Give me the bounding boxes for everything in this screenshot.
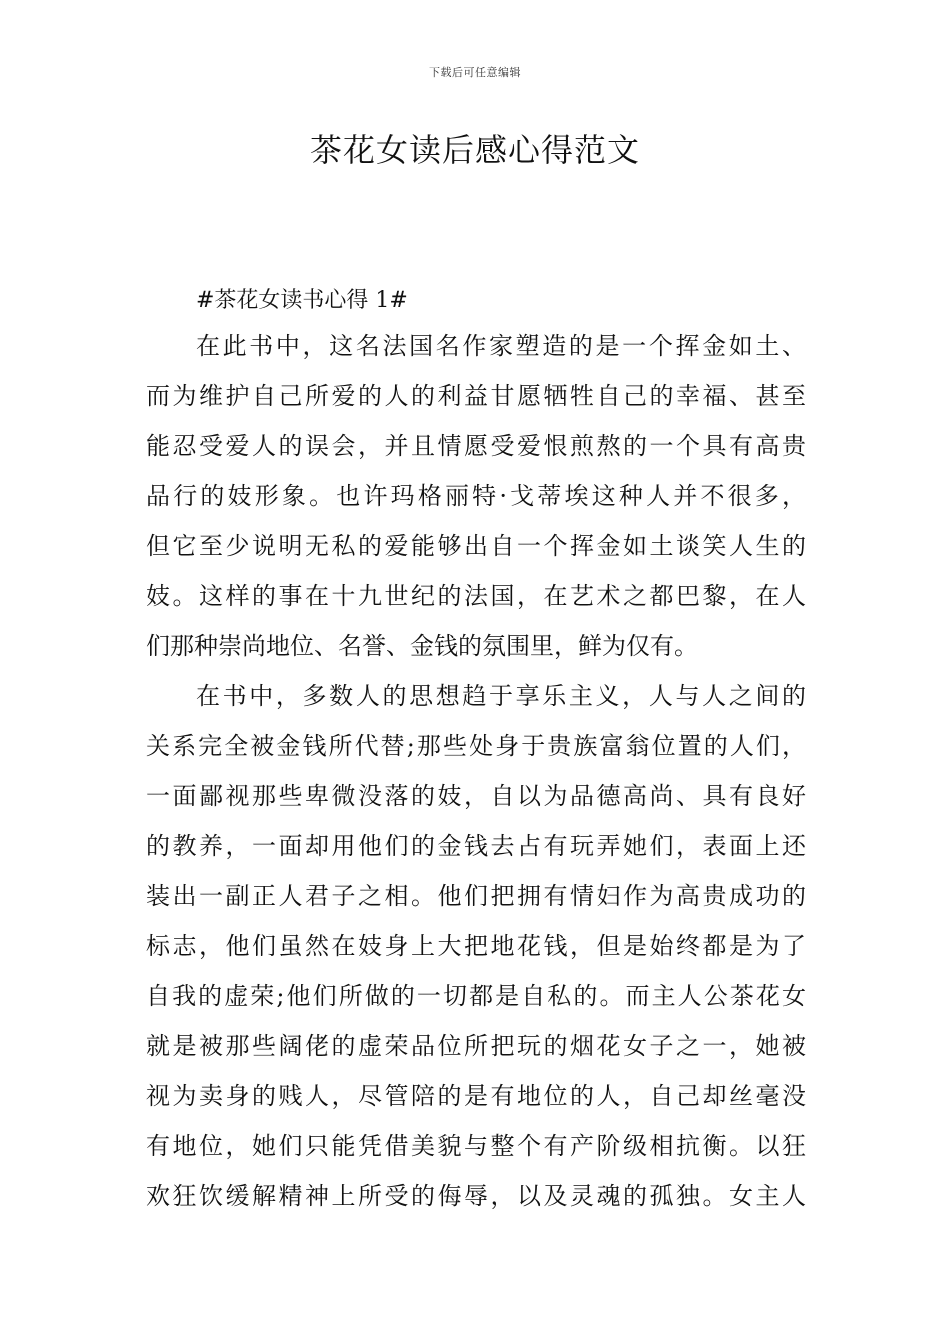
paragraph-2 — [146, 671, 806, 1221]
paragraph-line: 就是被那些阔佬的虚荣品位所把玩的烟花女子之一，她被 — [146, 1032, 806, 1060]
paragraph-line: 标志，他们虽然在妓身上大把地花钱，但是始终都是为了 — [146, 932, 806, 960]
paragraph-line: 装出一副正人君子之相。他们把拥有情妇作为高贵成功的 — [146, 882, 806, 910]
header-note: 下载后可任意编辑 — [429, 66, 521, 79]
paragraph-line: 而为维护自己所爱的人的利益甘愿牺牲自己的幸福、甚至 — [146, 382, 806, 410]
paragraph-line: 关系完全被金钱所代替;那些处身于贵族富翁位置的人们， — [146, 732, 806, 760]
paragraph-line: 品行的妓形象。也许玛格丽特·戈蒂埃这种人并不很多， — [146, 482, 806, 510]
document-body — [146, 281, 806, 1221]
paragraph-line: 的教养，一面却用他们的金钱去占有玩弄她们，表面上还 — [146, 832, 806, 860]
document-title: 茶花女读后感心得范文 — [309, 131, 640, 169]
section-heading: #茶花女读书心得 1# — [196, 288, 408, 313]
paragraph-line: 自我的虚荣;他们所做的一切都是自私的。而主人公茶花女 — [146, 982, 806, 1010]
paragraph-line: 能忍受爱人的误会，并且情愿受爱恨煎熬的一个具有高贵 — [146, 432, 806, 460]
paragraph-line: 有地位，她们只能凭借美貌与整个有产阶级相抗衡。以狂 — [146, 1132, 806, 1160]
paragraph-line: 视为卖身的贱人，尽管陪的是有地位的人，自己却丝毫没 — [146, 1082, 806, 1110]
paragraph-line: 们那种崇尚地位、名誉、金钱的氛围里，鲜为仅有。 — [146, 632, 698, 660]
paragraph-line: 一面鄙视那些卑微没落的妓，自以为品德高尚、具有良好 — [146, 782, 806, 810]
paragraph-line: 但它至少说明无私的爱能够出自一个挥金如土谈笑人生的 — [146, 532, 806, 560]
paragraph-1 — [146, 321, 806, 671]
paragraph-line: 在书中，多数人的思想趋于享乐主义，人与人之间的 — [196, 682, 806, 710]
paragraph-line: 欢狂饮缓解精神上所受的侮辱，以及灵魂的孤独。女主人 — [146, 1182, 806, 1210]
paragraph-line: 妓。这样的事在十九世纪的法国，在艺术之都巴黎，在人 — [146, 582, 806, 610]
paragraph-line: 在此书中，这名法国名作家塑造的是一个挥金如土、 — [196, 332, 806, 360]
